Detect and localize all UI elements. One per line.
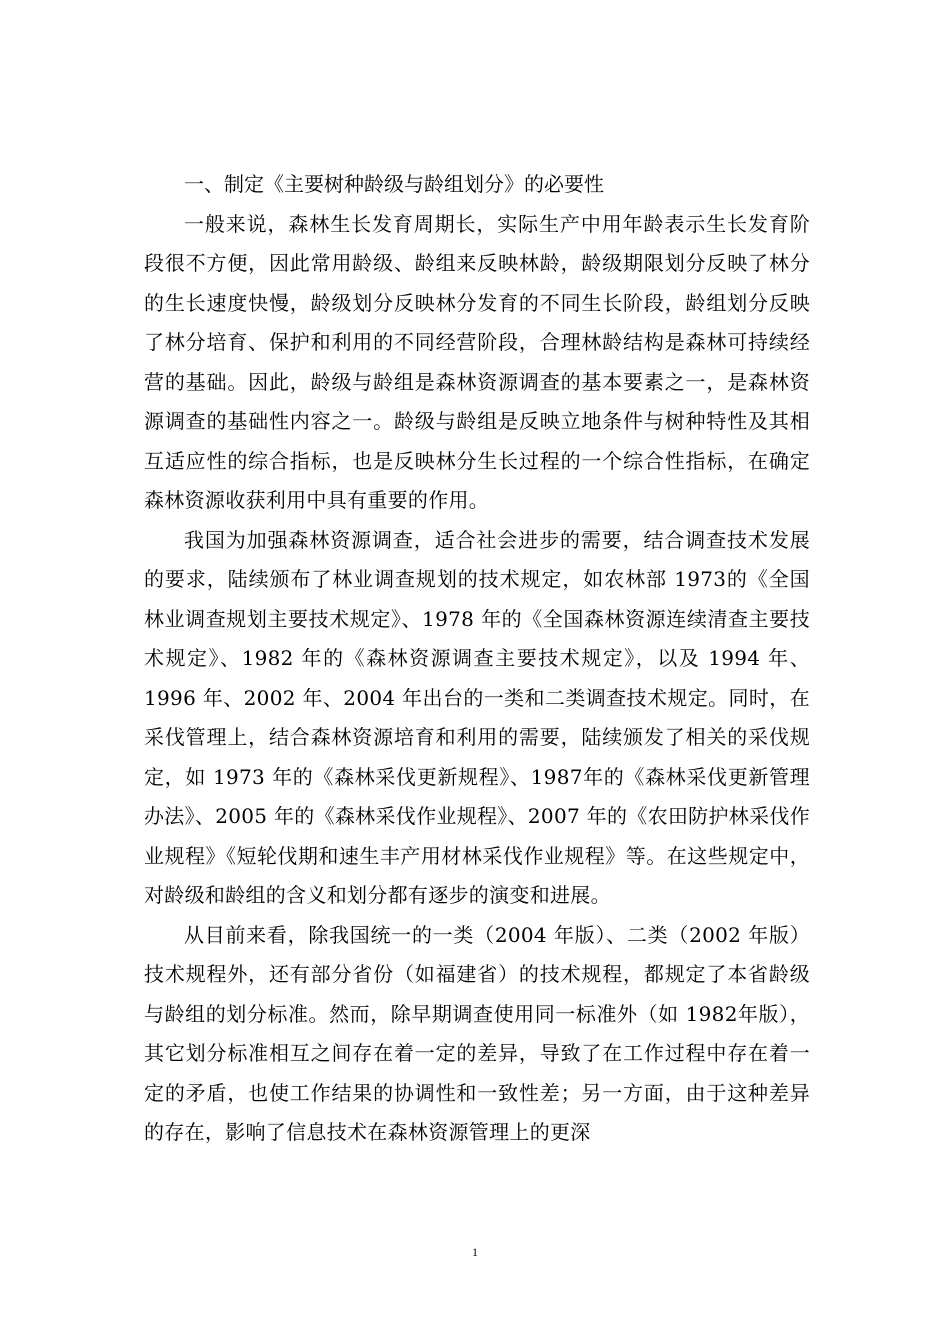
section-heading: 一、制定《主要树种龄级与龄组划分》的必要性 (184, 172, 604, 196)
page-number: 1 (472, 1245, 478, 1259)
paragraph-1: 一般来说，森林生长发育周期长，实际生产中用年龄表示生长发育阶段很不方便，因此常用龄级、龄组来反映林龄，龄级期限划分反映了林分的生长速度快慢，龄级划分反映林分发育的不同生长阶段，龄组划分反映了林分培育、保护和利用的不同经营阶段，合理林龄结构是森林可持续经营的基础。因此，龄级与龄组是森林资源调查的基本要素之一，是森林资源调查的基础性内容之一。龄级与龄组是反映立地条件与树种特性及其相互适应性的综合指标，也是反映林分生长过程的一个综合性指标，在确定森林资源收获利用中具有重要的作用。 (144, 211, 810, 512)
paragraph-3: 从目前来看，除我国统一的一类（2004 年版）、二类（2002 年版）技术规程外，还有部分省份（如福建省）的技术规程，都规定了本省龄级与龄组的划分标准。然而，除早期调查使用同一标准外（如 1982年版），其它划分标准相互之间存在着一定的差异，导致了在工作过程中存在着一定的矛盾，也使工作结果的协调性和一致性差；另一方面，由于这种差异的存在，影响了信息技术在森林资源管理上的更深 (144, 922, 810, 1144)
document-body (144, 165, 810, 1153)
paragraph-2: 我国为加强森林资源调查，适合社会进步的需要，结合调查技术发展的要求，陆续颁布了林业调查规划的技术规定，如农林部 1973的《全国林业调查规划主要技术规定》、1978 年的《全国森林资源连续清查主要技术规定》、1982 年的《森林资源调查主要技术规定》，以及 1994 年、1996 年、2002 年、2004 年出台的一类和二类调查技术规定。同时，在采伐管理上，结合森林资源培育和利用的需要，陆续颁发了相关的采伐规定，如 1973 年的《森林采伐更新规程》、1987年的《森林采伐更新管理办法》、2005 年的《森林采伐作业规程》、2007 年的《农田防护林采伐作业规程》《短轮伐期和速生丰产用材林采伐作业规程》等。在这些规定中，对龄级和龄组的含义和划分都有逐步的演变和进展。 (144, 527, 810, 907)
